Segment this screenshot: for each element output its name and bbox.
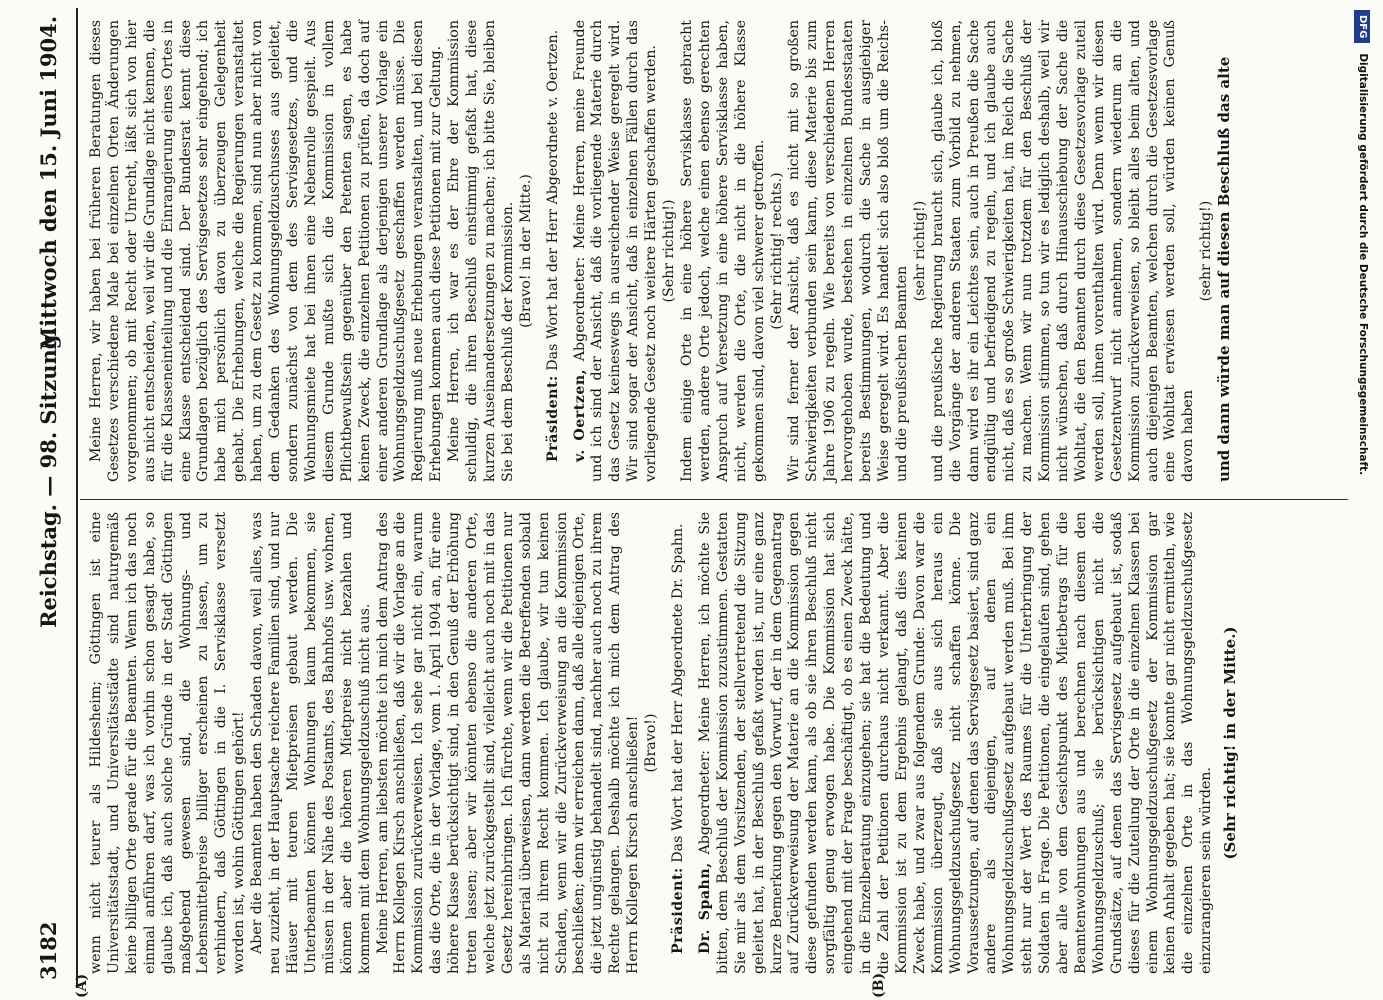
header-rule [76,8,78,988]
left-column [88,512,1240,974]
speaker-label: Präsident: [670,867,686,954]
interjection: (sehr richtig!) [1198,200,1215,302]
speech [572,20,662,482]
interjection: (sehr richtig!) [911,200,928,302]
session-title: Reichstag. — 98. Sitzung. [36,327,61,628]
margin-mark-a: (A) [74,973,90,998]
speech [697,512,1216,974]
interjection: (Sehr richtig! in der Mitte.) [1221,626,1240,860]
margin-mark-b: (B) [871,972,887,998]
speaker-role: Abgeordneter: [571,256,588,362]
column-divider [80,499,1348,500]
dfg-logo: DFG [1354,10,1370,43]
rotated-page [16,8,1351,998]
paragraph: Indem einige Orte in eine höhere Servisklasse gebracht werden, andere Orte jedoch, welche einen ebenso gerechten Anspruch auf Versetzung in eine höhere Servisklasse haben, nicht, werden die Orte, die nicht in die höhere Klasse gekommen sind, davon viel schwerer getroffen. [679,20,767,482]
interjection: (Sehr richtig! rechts.) [768,172,785,330]
president-remark [670,512,688,974]
speech-text: Meine Herren, meine Freunde und ich sind der Ansicht, daß die vorliegende Materie durch das Gesetz keineswegs in ausreichender Weise geregelt wird. Wir sind sogar der Ansicht, daß in einzelnen Fällen durch das vorliegende Gesetz noch weitere Härten geschaffen werden. [571,19,660,482]
speaker-name: v. Oertzen, [571,368,588,462]
paragraph: wenn nicht teurer als Hildesheim; Göttingen ist eine Universitätsstadt, und Universitätsstädte sind naturgemäß keine billigen Orte gerade für die Beamten. Wenn ich das noch einmal anführen darf, was ich vorhin schon gesagt habe, so glaube ich, daß auch solche Gründe in der Stadt Göttingen maßgebend gewesen sind, die Wohnungs- und Lebensmittelpreise billiger erscheinen zu lassen, um zu verhindern, daß Göttingen in die I. Servisklasse versetzt worden ist, wohin Göttingen gehört! [88,512,248,974]
interjection: (Bravo!) [643,713,660,773]
paragraph: und dann würde man auf diesen Beschluß das alte [1215,56,1234,482]
paragraph: und die preußische Regierung braucht sich, glaube ich, bloß die Vorgänge der anderen Staaten zum Vorbild zu nehmen, dann wird es ihr ein Leichtes sein, auch in Preußen die Sache endgültig und befriedigend zu regeln, und ich glaube auch nicht, daß es so große Schwierigkeiten hat, im Reich die Sache zu machen. Wenn wir nun trotzdem für den Beschluß der Kommission stimmen, so tun wir es lediglich deshalb, weil wir nicht wünschen, daß durch Hinausschiebung der Sache die Wohltat, die den Beamten durch diese Gesetzesvorlage zuteil werden soll, ihnen vorenthalten wird. Denn wenn wir diesen Gesetzentwurf nicht annehmen, sondern wiederum an die Kommission zurückverweisen, so bleibt alles beim alten, und auch diejenigen Beamten, welchen durch die Gesetzesvorlage eine Wohltat erwiesen werden soll, würden keinen Genuß davon haben [929,20,1197,482]
paragraph: Meine Herren, wir haben bei früheren Beratungen dieses Gesetzes verschiedene Male bei einzelnen Orten Änderungen vorgenommen; ob mit Recht oder Unrecht, läßt sich von hier aus nicht entscheiden, weil wir die Grundlage nicht kennen, die für die Klasseneinteilung und die Einrangierung eines Ortes in eine Klasse entscheidend sind. Der Bundesrat kennt diese Grundlagen bezüglich des Servisgesetzes sehr eingehend; ich habe mich persönlich davon zu überzeugen Gelegenheit gehabt. Die Erhebungen, welche die Regierungen veranstaltet haben, um zu dem Gesetz zu kommen, sind nun aber nicht von dem Gedanken des Wohnungsgeldzuschusses aus geleitet, sondern zunächst von dem des Servisgesetzes, und die Wohnungsmiete hat bei ihnen eine Nebenrolle gespielt. Aus diesem Grunde mußte sich die Kommission in vollem Pflichtbewußtsein gegenüber den Petenten sagen, es habe keinen Zweck, die einzelnen Petitionen zu prüfen, da doch auf einer anderen Grundlage als derjenigen unserer Vorlage ein Wohnungsgeldzuschußgesetz geschaffen werden müsse. Die Regierung muß neue Erhebungen veranstalten, und bei diesen Erhebungen kommen auch diese Petitionen mit zur Geltung. [88,20,445,482]
speaker-label: Präsident: [544,375,561,462]
president-remark [545,20,563,482]
paragraph: Aber die Beamten haben den Schaden davon, weil alles, was neu zuzieht, in der Hauptsache reichere Familien sind, und nur Häuser mit teuren Mietpreisen gebaut werden. Die Unterbeamten können Wohnungen kaum bekommen, sie müssen in der Nähe des Postamts, des Bahnhofs usw. wohnen, können aber die höheren Mietpreise nicht bezahlen und kommen mit dem Wohnungsgeldzuschuß nicht aus. [249,512,373,974]
president-text: Das Wort hat der Herr Abgeordnete Dr. Spahn. [670,523,686,863]
president-text: Das Wort hat der Herr Abgeordnete v. Oertzen. [544,29,561,371]
right-column [88,20,1234,482]
session-date: Mittwoch den 15. Juni 1904. [36,16,61,351]
digitization-credit [1348,10,1378,990]
speaker-role: Abgeordneter: [696,750,713,855]
page-number: 3182 [36,921,61,980]
credit-text: Digitalisierung gefördert durch die Deutsche Forschungsgemeinschaft. [1357,53,1369,476]
paragraph: Meine Herren, ich war es der Ehre der Kommission schuldig, die ihren Beschluß einstimmig gefaßt hat, diese kurzen Auseinandersetzungen zu machen; ich bitte Sie, bleiben Sie bei dem Beschluß der Kommission. [446,20,516,482]
page-header [36,8,72,988]
interjection: (Bravo! in der Mitte.) [517,174,534,328]
speaker-name: Dr. Spahn, [696,862,713,954]
paragraph: Wir sind ferner der Ansicht, daß es nicht mit so großen Schwierigkeiten verbunden sein kann, diese Materie bis zum Jahre 1906 zu regeln. Wie bereits von verschiedenen Herren hervorgehoben wurde, bestehen in einzelnen Bundesstaaten bereits Bestimmungen, wodurch die Sache in ausgiebiger Weise geregelt wird. Es handelt sich also bloß um die Reichs- und die preußischen Beamten [786,20,910,482]
paragraph: Meine Herren, am liebsten möchte ich mich dem Antrag des Herrn Kollegen Kirsch anschließen, daß wir die Vorlage an die Kommission zurückverweisen. Ich sehe gar nicht ein, warum das die Orte, die in der Vorlage, vom 1. April 1904 an, für eine höhere Klasse berücksichtigt sind, in den Genuß der Erhöhung treten lassen; aber wir könnten ebenso die anderen Orte, welche jetzt zurückgestellt sind, vielleicht auch noch mit in das Gesetz hereinbringen. Ich fürchte, wenn wir die Petitionen nur als Material überweisen, dann werden die Betreffenden sobald nicht zu ihrem Recht kommen. Ich glaube, wir tun keinen Schaden, wenn wir die Zurückverweisung an die Kommission beschließen; denn wir erreichen dann, daß alle diejenigen Orte, die jetzt ungünstig behandelt sind, nachher auch noch zu ihrem Rechte gelangen. Deshalb möchte ich mich dem Antrag des Herrn Kollegen Kirsch anschließen! [374,512,642,974]
speech-text: Meine Herren, ich möchte Sie bitten, dem Beschluß der Kommission zuzustimmen. Gestatten Sie mir als dem Vorsitzenden, der stellvertretend die Sitzung geleitet hat, in der Beschluß gefaßt worden ist, nur eine ganz kurze Bemerkung gegen den Vorwurf, der in dem Gegenantrag auf Zurückverweisung der Materie an die Kommission gegen diese gefunden werden kann, als ob sie ihren Beschluß nicht sorgfältig genug erwogen habe. Die Kommission hat sich eingehend mit der Frage beschäftigt, ob es einen Zweck hätte, in die Einzelberatung einzugehen; sie hat die Bedeutung und die Zahl der Petitionen durchaus nicht verkannt. Aber die Kommission ist zu dem Ergebnis gelangt, daß dies keinen Zweck habe, und zwar aus folgendem Grunde: Davon war die Kommission überzeugt, daß sie aus sich heraus ein Wohnungsgeldzuschußgesetz nicht schaffen könne. Die Voraussetzungen, auf denen das Servisgesetz basiert, sind ganz andere als diejenigen, auf denen ein Wohnungsgeldzuschußgesetz aufgebaut werden muß. Bei ihm steht nur der Wert des Raumes für die Unterbringung der Soldaten in Frage. Die Petitionen, die eingelaufen sind, gehen aber alle von dem Gesichtspunkt des Mietbetrags für die Beamtenwohnungen aus und berechnen nach diesem den Wohnungsgeldzuschuß; sie berücksichtigen nicht die Grundsätze, auf denen das Servisgesetz aufgebaut ist, sodaß dieses für die Zuteilung der Orte in die einzelnen Klassen bei einem Wohnungsgeldzuschußgesetz der Kommission gar keinen Anhalt gegeben hat; sie konnte gar nicht ermitteln, wie die einzelnen Orte in das Wohnungsgeldzuschußgesetz einzurangieren sein würden. [696,511,1215,974]
interjection: (Sehr richtig!) [661,199,678,303]
